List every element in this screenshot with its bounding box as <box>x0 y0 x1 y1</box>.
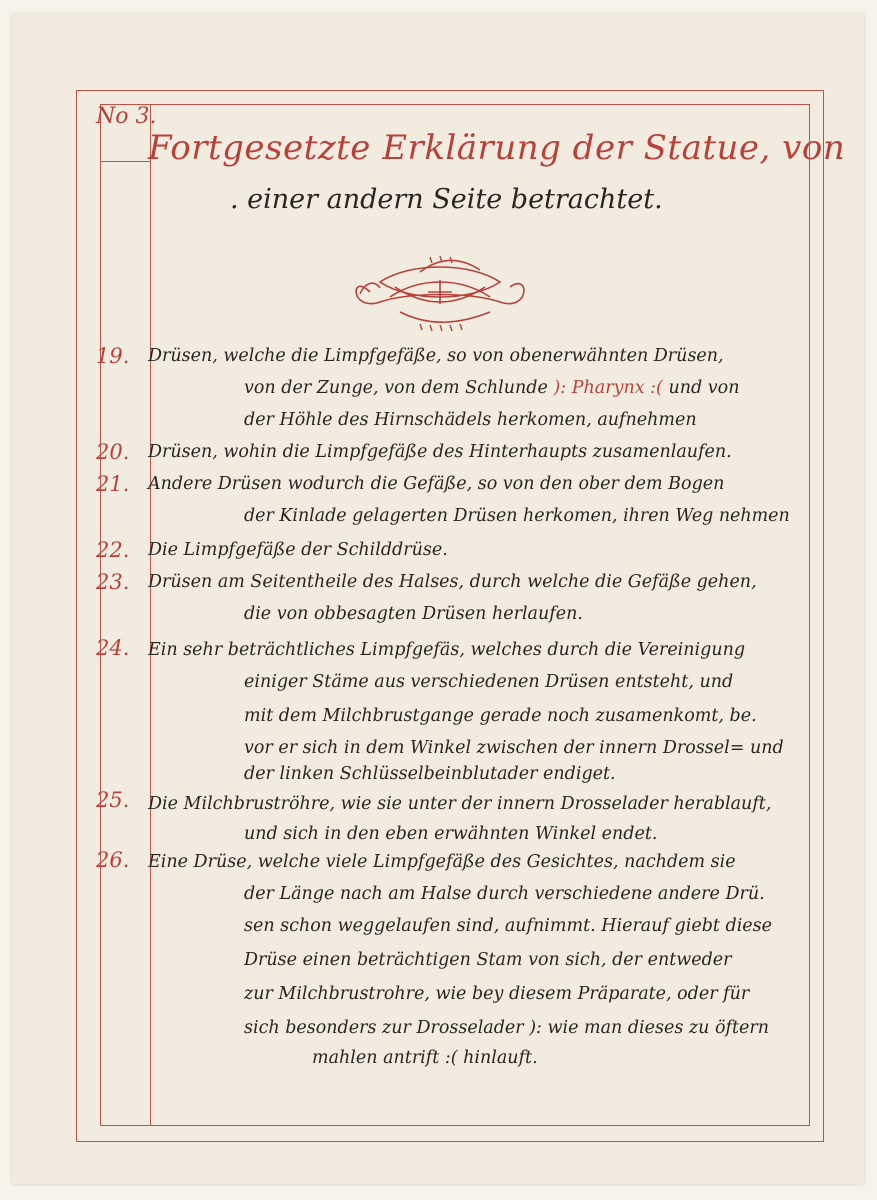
entry-26-line-7: mahlen antrift :( hinlauft. <box>312 1048 538 1068</box>
entry-number-24: 24. <box>96 636 130 660</box>
entry-24-line-2: einiger Stäme aus verschiedenen Drüsen entsteht, und <box>244 672 734 692</box>
entry-24-line-5: der linken Schlüsselbeinblutader endiget. <box>244 764 616 784</box>
pharynx-latin-term: ): Pharynx :( <box>553 378 663 398</box>
entry-25-line-1: Die Milchbruströhre, wie sie unter der innern Drosselader herablauft, <box>148 794 772 814</box>
entry-23-line-1: Drüsen am Seitentheile des Halses, durch welche die Gefäße gehen, <box>148 572 757 592</box>
plate-number: No 3. <box>96 104 157 129</box>
entry-26-line-4: Drüse einen beträchtigen Stam von sich, der entweder <box>244 950 732 970</box>
page-subtitle: . einer andern Seite betrachtet. <box>230 184 663 215</box>
entry-19-line-2-text: von der Zunge, von dem Schlunde <box>244 378 548 398</box>
entry-26-line-6: sich besonders zur Drosselader ): wie man dieses zu öftern <box>244 1018 769 1038</box>
entry-19-line-2 <box>244 378 739 398</box>
entry-number-21: 21. <box>96 472 130 496</box>
entry-21-line-1: Andere Drüsen wodurch die Gefäße, so von den ober dem Bogen <box>148 474 725 494</box>
entry-24-line-4: vor er sich in dem Winkel zwischen der innern Drossel= und <box>244 738 784 758</box>
entry-26-line-5: zur Milchbrustrohre, wie bey diesem Präparate, oder für <box>244 984 750 1004</box>
page-title: Fortgesetzte Erklärung der Statue, von <box>148 128 846 168</box>
entry-23-line-2: die von obbesagten Drüsen herlaufen. <box>244 604 583 624</box>
entry-number-22: 22. <box>96 538 130 562</box>
entry-26-line-2: der Länge nach am Halse durch verschiedene andere Drü. <box>244 884 765 904</box>
entry-24-line-3: mit dem Milchbrustgange gerade noch zusamenkomt, be. <box>244 706 757 726</box>
entry-19-line-2-tail: und von <box>668 378 740 398</box>
calligraphic-flourish-ornament <box>340 252 540 332</box>
entry-number-19: 19. <box>96 344 130 368</box>
entry-number-20: 20. <box>96 440 130 464</box>
number-column-rule <box>150 104 151 1126</box>
entry-24-line-1: Ein sehr beträchtliches Limpfgefäs, welches durch die Vereinigung <box>148 640 746 660</box>
entry-number-26: 26. <box>96 848 130 872</box>
entry-number-23: 23. <box>96 570 130 594</box>
entry-25-line-2: und sich in den eben erwähnten Winkel endet. <box>244 824 658 844</box>
entry-19-line-1: Drüsen, welche die Limpfgefäße, so von obenerwähnten Drüsen, <box>148 346 724 366</box>
entry-20-line-1: Drüsen, wohin die Limpfgefäße des Hinterhaupts zusamenlaufen. <box>148 442 732 462</box>
entry-19-line-3: der Höhle des Hirnschädels herkomen, aufnehmen <box>244 410 697 430</box>
entry-number-25: 25. <box>96 788 130 812</box>
entry-26-line-3: sen schon weggelaufen sind, aufnimmt. Hierauf giebt diese <box>244 916 772 936</box>
entry-22-line-1: Die Limpfgefäße der Schilddrüse. <box>148 540 448 560</box>
entry-21-line-2: der Kinlade gelagerten Drüsen herkomen, ihren Weg nehmen <box>244 506 790 526</box>
entry-26-line-1: Eine Drüse, welche viele Limpfgefäße des Gesichtes, nachdem sie <box>148 852 736 872</box>
